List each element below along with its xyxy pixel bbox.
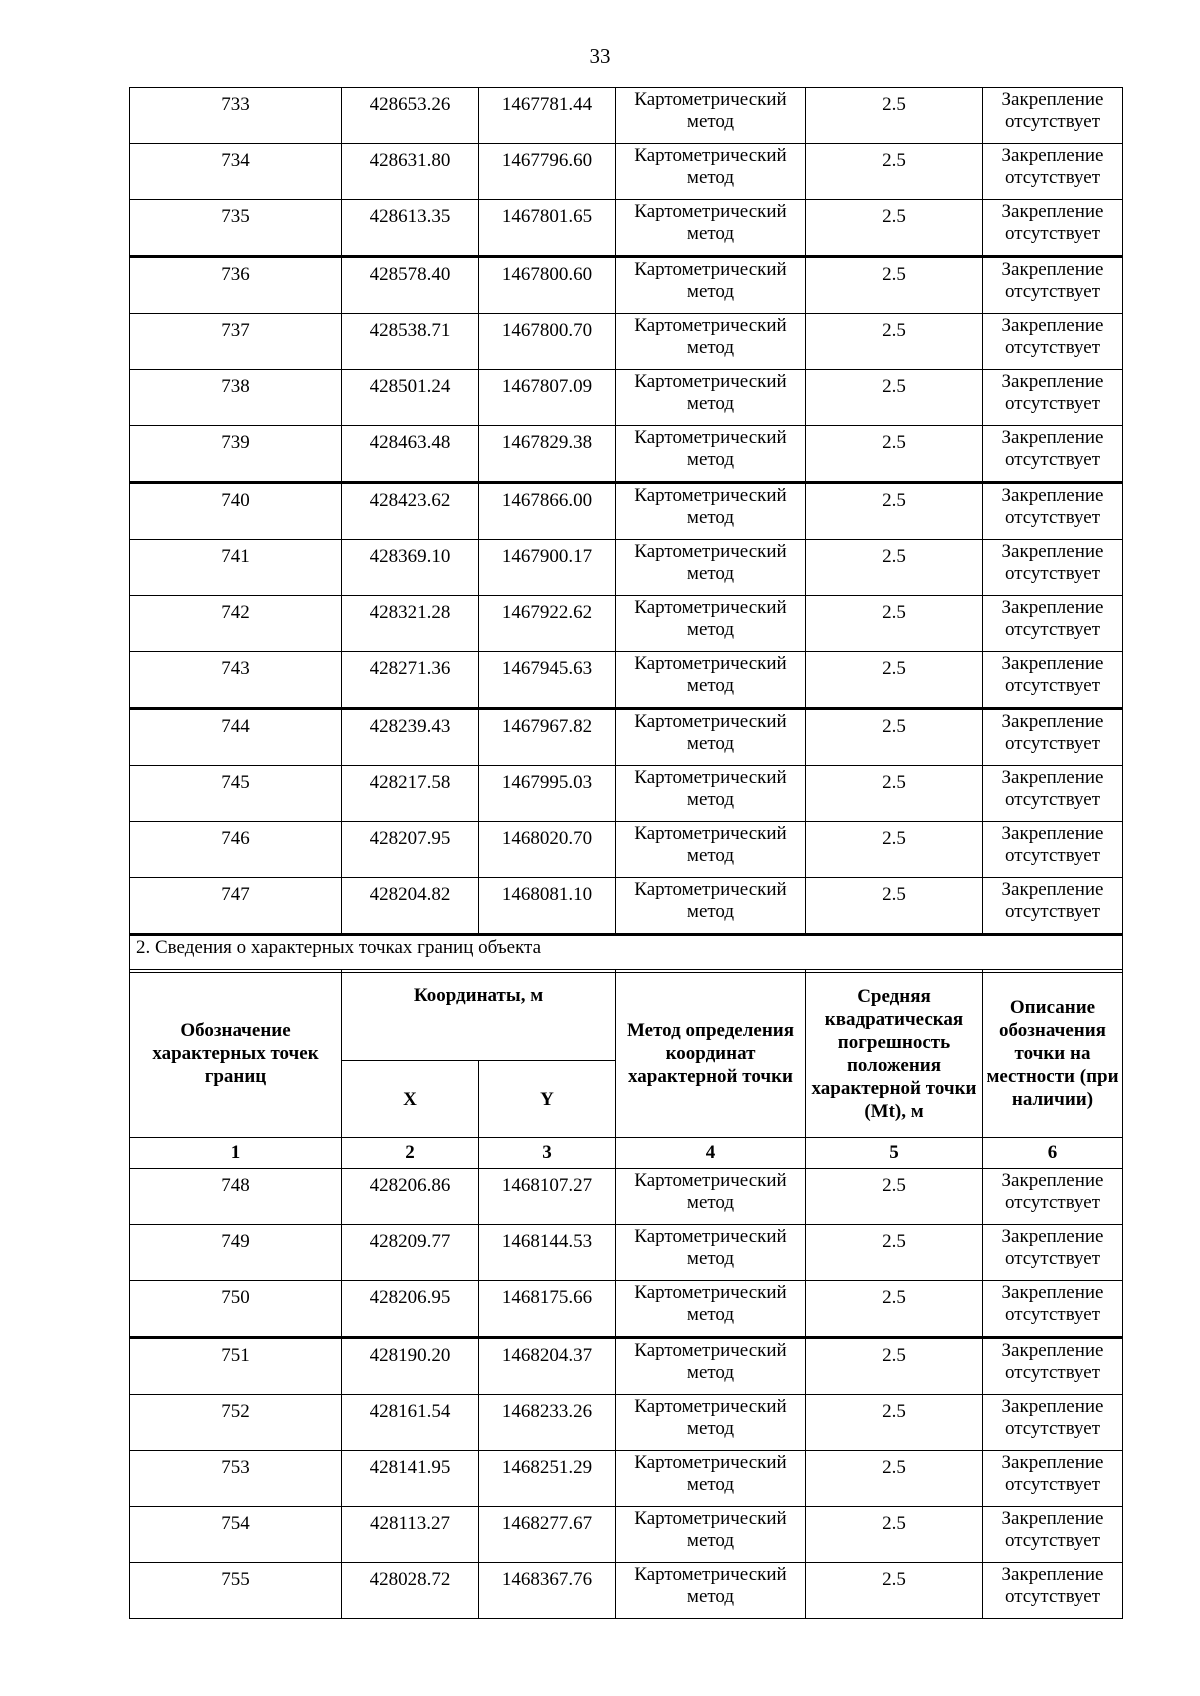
description-cell: Закрепление отсутствует [983, 426, 1123, 483]
header-method: Метод определения координат характерной точки [616, 970, 806, 1138]
y-coordinate-cell: 1467829.38 [479, 426, 616, 483]
mean-error-cell: 2.5 [806, 1395, 983, 1451]
mean-error-cell: 2.5 [806, 144, 983, 200]
description-cell: Закрепление отсутствует [983, 200, 1123, 257]
description-cell: Закрепление отсутствует [983, 1507, 1123, 1563]
y-coordinate-cell: 1468204.37 [479, 1338, 616, 1395]
method-cell: Картометрический метод [616, 1338, 806, 1395]
x-coordinate-cell: 428217.58 [342, 766, 479, 822]
y-coordinate-cell: 1467800.70 [479, 314, 616, 370]
x-coordinate-cell: 428423.62 [342, 483, 479, 540]
x-coordinate-cell: 428578.40 [342, 257, 479, 314]
description-cell: Закрепление отсутствует [983, 257, 1123, 314]
table-row [130, 1395, 1123, 1451]
mean-error-cell: 2.5 [806, 1169, 983, 1225]
method-cell: Картометрический метод [616, 540, 806, 596]
mean-error-cell: 2.5 [806, 822, 983, 878]
mean-error-cell: 2.5 [806, 1451, 983, 1507]
method-cell: Картометрический метод [616, 1281, 806, 1338]
method-cell: Картометрический метод [616, 257, 806, 314]
y-coordinate-cell: 1467807.09 [479, 370, 616, 426]
point-number-cell: 736 [130, 257, 342, 314]
mean-error-cell: 2.5 [806, 370, 983, 426]
table-row [130, 426, 1123, 483]
point-number-cell: 755 [130, 1563, 342, 1619]
table-row [130, 1169, 1123, 1225]
description-cell: Закрепление отсутствует [983, 1225, 1123, 1281]
y-coordinate-cell: 1467945.63 [479, 652, 616, 709]
description-cell: Закрепление отсутствует [983, 1169, 1123, 1225]
y-coordinate-cell: 1467900.17 [479, 540, 616, 596]
x-coordinate-cell: 428631.80 [342, 144, 479, 200]
x-coordinate-cell: 428613.35 [342, 200, 479, 257]
mean-error-cell: 2.5 [806, 596, 983, 652]
table-row [130, 1563, 1123, 1619]
point-number-cell: 735 [130, 200, 342, 257]
x-coordinate-cell: 428653.26 [342, 88, 479, 144]
description-cell: Закрепление отсутствует [983, 540, 1123, 596]
method-cell: Картометрический метод [616, 596, 806, 652]
y-coordinate-cell: 1467967.82 [479, 709, 616, 766]
x-coordinate-cell: 428113.27 [342, 1507, 479, 1563]
method-cell: Картометрический метод [616, 1563, 806, 1619]
description-cell: Закрепление отсутствует [983, 144, 1123, 200]
x-coordinate-cell: 428207.95 [342, 822, 479, 878]
point-number-cell: 751 [130, 1338, 342, 1395]
table-row [130, 709, 1123, 766]
y-coordinate-cell: 1468107.27 [479, 1169, 616, 1225]
column-number: 1 [130, 1138, 342, 1169]
table-2-body [130, 1169, 1123, 1619]
method-cell: Картометрический метод [616, 1451, 806, 1507]
x-coordinate-cell: 428204.82 [342, 878, 479, 935]
mean-error-cell: 2.5 [806, 314, 983, 370]
table-row [130, 1338, 1123, 1395]
method-cell: Картометрический метод [616, 709, 806, 766]
y-coordinate-cell: 1468233.26 [479, 1395, 616, 1451]
point-number-cell: 740 [130, 483, 342, 540]
y-coordinate-cell: 1467922.62 [479, 596, 616, 652]
x-coordinate-cell: 428538.71 [342, 314, 479, 370]
header-mean-error: Средняя квадратическая погрешность положения характерной точки (Мt), м [806, 970, 983, 1138]
table-row [130, 1225, 1123, 1281]
method-cell: Картометрический метод [616, 652, 806, 709]
method-cell: Картометрический метод [616, 1507, 806, 1563]
y-coordinate-cell: 1468175.66 [479, 1281, 616, 1338]
mean-error-cell: 2.5 [806, 88, 983, 144]
y-coordinate-cell: 1468144.53 [479, 1225, 616, 1281]
point-number-cell: 745 [130, 766, 342, 822]
x-coordinate-cell: 428369.10 [342, 540, 479, 596]
y-coordinate-cell: 1467866.00 [479, 483, 616, 540]
point-number-cell: 739 [130, 426, 342, 483]
mean-error-cell: 2.5 [806, 540, 983, 596]
method-cell: Картометрический метод [616, 766, 806, 822]
x-coordinate-cell: 428161.54 [342, 1395, 479, 1451]
table-row [130, 257, 1123, 314]
point-number-cell: 737 [130, 314, 342, 370]
y-coordinate-cell: 1467801.65 [479, 200, 616, 257]
mean-error-cell: 2.5 [806, 878, 983, 935]
mean-error-cell: 2.5 [806, 1281, 983, 1338]
description-cell: Закрепление отсутствует [983, 1451, 1123, 1507]
x-coordinate-cell: 428209.77 [342, 1225, 479, 1281]
mean-error-cell: 2.5 [806, 709, 983, 766]
header-x: X [342, 1061, 479, 1138]
y-coordinate-cell: 1467781.44 [479, 88, 616, 144]
column-number: 2 [342, 1138, 479, 1169]
mean-error-cell: 2.5 [806, 426, 983, 483]
x-coordinate-cell: 428028.72 [342, 1563, 479, 1619]
description-cell: Закрепление отсутствует [983, 1338, 1123, 1395]
method-cell: Картометрический метод [616, 1395, 806, 1451]
method-cell: Картометрический метод [616, 370, 806, 426]
mean-error-cell: 2.5 [806, 200, 983, 257]
boundary-points-table [129, 934, 1123, 1619]
y-coordinate-cell: 1467800.60 [479, 257, 616, 314]
x-coordinate-cell: 428321.28 [342, 596, 479, 652]
description-cell: Закрепление отсутствует [983, 766, 1123, 822]
table-row [130, 596, 1123, 652]
column-number: 4 [616, 1138, 806, 1169]
point-number-cell: 734 [130, 144, 342, 200]
table-1-body [130, 88, 1123, 935]
description-cell: Закрепление отсутствует [983, 1281, 1123, 1338]
description-cell: Закрепление отсутствует [983, 709, 1123, 766]
table-row [130, 314, 1123, 370]
y-coordinate-cell: 1468081.10 [479, 878, 616, 935]
description-cell: Закрепление отсутствует [983, 1395, 1123, 1451]
table-row [130, 652, 1123, 709]
description-cell: Закрепление отсутствует [983, 370, 1123, 426]
y-coordinate-cell: 1468277.67 [479, 1507, 616, 1563]
x-coordinate-cell: 428501.24 [342, 370, 479, 426]
boundary-points-table-continued [129, 87, 1123, 973]
column-number: 3 [479, 1138, 616, 1169]
description-cell: Закрепление отсутствует [983, 822, 1123, 878]
point-number-cell: 754 [130, 1507, 342, 1563]
method-cell: Картометрический метод [616, 822, 806, 878]
mean-error-cell: 2.5 [806, 652, 983, 709]
y-coordinate-cell: 1468020.70 [479, 822, 616, 878]
header-coordinates: Координаты, м [342, 970, 616, 1061]
table-row [130, 144, 1123, 200]
table-row [130, 766, 1123, 822]
method-cell: Картометрический метод [616, 314, 806, 370]
description-cell: Закрепление отсутствует [983, 314, 1123, 370]
column-number: 5 [806, 1138, 983, 1169]
y-coordinate-cell: 1468251.29 [479, 1451, 616, 1507]
description-cell: Закрепление отсутствует [983, 596, 1123, 652]
table-row [130, 483, 1123, 540]
mean-error-cell: 2.5 [806, 766, 983, 822]
point-number-cell: 733 [130, 88, 342, 144]
point-number-cell: 746 [130, 822, 342, 878]
table-row [130, 1281, 1123, 1338]
table-row [130, 540, 1123, 596]
y-coordinate-cell: 1467995.03 [479, 766, 616, 822]
header-description: Описание обозначения точки на местности (при наличии) [983, 970, 1123, 1138]
method-cell: Картометрический метод [616, 88, 806, 144]
mean-error-cell: 2.5 [806, 483, 983, 540]
point-number-cell: 753 [130, 1451, 342, 1507]
method-cell: Картометрический метод [616, 1225, 806, 1281]
description-cell: Закрепление отсутствует [983, 88, 1123, 144]
page-number: 33 [589, 44, 611, 68]
mean-error-cell: 2.5 [806, 1507, 983, 1563]
point-number-cell: 744 [130, 709, 342, 766]
method-cell: Картометрический метод [616, 144, 806, 200]
x-coordinate-cell: 428271.36 [342, 652, 479, 709]
mean-error-cell: 2.5 [806, 257, 983, 314]
description-cell: Закрепление отсутствует [983, 483, 1123, 540]
mean-error-cell: 2.5 [806, 1338, 983, 1395]
point-number-cell: 743 [130, 652, 342, 709]
point-number-cell: 742 [130, 596, 342, 652]
table-row [130, 822, 1123, 878]
table-row [130, 370, 1123, 426]
method-cell: Картометрический метод [616, 1169, 806, 1225]
method-cell: Картометрический метод [616, 426, 806, 483]
x-coordinate-cell: 428206.95 [342, 1281, 479, 1338]
point-number-cell: 749 [130, 1225, 342, 1281]
point-number-cell: 738 [130, 370, 342, 426]
description-cell: Закрепление отсутствует [983, 652, 1123, 709]
method-cell: Картометрический метод [616, 878, 806, 935]
header-point-designation: Обозначение характерных точек границ [130, 970, 342, 1138]
table-caption: 2. Сведения о характерных точках границ объекта [130, 935, 1123, 970]
point-number-cell: 747 [130, 878, 342, 935]
x-coordinate-cell: 428190.20 [342, 1338, 479, 1395]
table-row [130, 1507, 1123, 1563]
description-cell: Закрепление отсутствует [983, 878, 1123, 935]
x-coordinate-cell: 428206.86 [342, 1169, 479, 1225]
column-number: 6 [983, 1138, 1123, 1169]
y-coordinate-cell: 1468367.76 [479, 1563, 616, 1619]
x-coordinate-cell: 428141.95 [342, 1451, 479, 1507]
point-number-cell: 748 [130, 1169, 342, 1225]
x-coordinate-cell: 428239.43 [342, 709, 479, 766]
point-number-cell: 752 [130, 1395, 342, 1451]
point-number-cell: 741 [130, 540, 342, 596]
method-cell: Картометрический метод [616, 483, 806, 540]
table-row [130, 88, 1123, 144]
mean-error-cell: 2.5 [806, 1225, 983, 1281]
point-number-cell: 750 [130, 1281, 342, 1338]
y-coordinate-cell: 1467796.60 [479, 144, 616, 200]
table-row [130, 878, 1123, 935]
table-row [130, 200, 1123, 257]
description-cell: Закрепление отсутствует [983, 1563, 1123, 1619]
table-row [130, 1451, 1123, 1507]
x-coordinate-cell: 428463.48 [342, 426, 479, 483]
mean-error-cell: 2.5 [806, 1563, 983, 1619]
method-cell: Картометрический метод [616, 200, 806, 257]
header-y: Y [479, 1061, 616, 1138]
